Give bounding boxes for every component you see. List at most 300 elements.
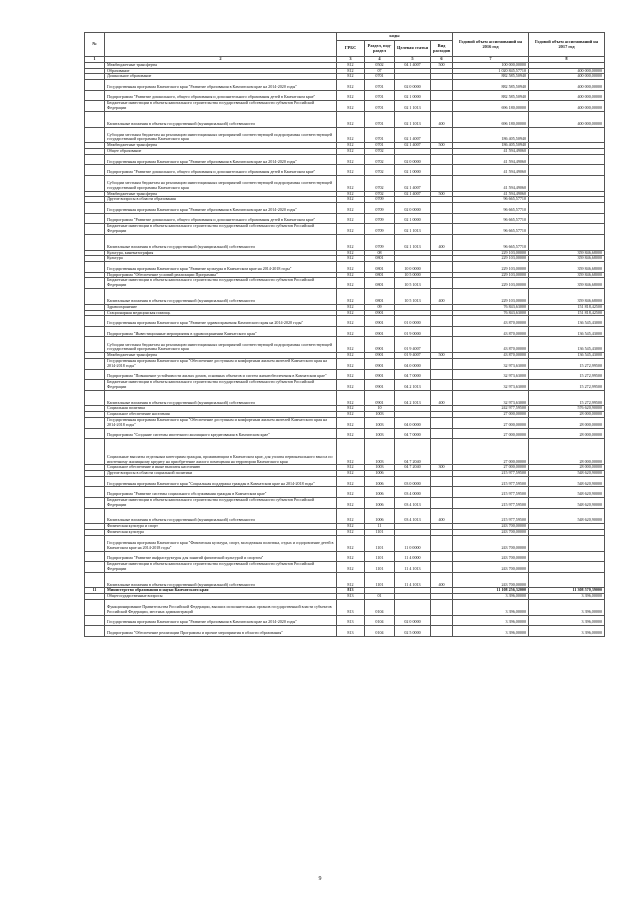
table-row: [85, 380, 605, 391]
row-target: 04 1 4007: [395, 62, 431, 68]
row-amount-2016: 229 103,00000: [453, 262, 529, 273]
row-amount-2017: [529, 572, 605, 588]
row-amount-2017: [529, 203, 605, 214]
row-type: [431, 551, 453, 562]
row-type: 400: [431, 234, 453, 250]
table-row: [85, 316, 605, 327]
row-grbs: 812: [337, 310, 365, 316]
row-target: 10 0 0000: [395, 262, 431, 273]
row-amount-2017: 15 272,99500: [529, 358, 605, 369]
row-grbs: 812: [337, 213, 365, 224]
row-razdel: 0104: [365, 615, 395, 626]
row-grbs: 812: [337, 234, 365, 250]
row-type: [431, 262, 453, 273]
row-target: 03 4 1013: [395, 508, 431, 524]
row-name: Капитальные вложения в объекты государственной (муниципальной) собственности: [105, 234, 337, 250]
table-row: [85, 80, 605, 91]
row-amount-2016: 96 665,57710: [453, 213, 529, 224]
row-name: Государственная программа Камчатского края "Развитие образования в Камчатском крае на 2014-2020 годы": [105, 203, 337, 214]
row-type: [431, 213, 453, 224]
row-target: 04 2 1013: [395, 380, 431, 391]
row-grbs: 812: [337, 90, 365, 101]
row-razdel: 1101: [365, 551, 395, 562]
row-name: Культура, кинематография: [105, 250, 337, 256]
row-amount-2016: 27 000,00000: [453, 428, 529, 439]
row-grbs: 813: [337, 588, 365, 594]
row-number: [85, 213, 105, 224]
row-razdel: 1006: [365, 508, 395, 524]
row-amount-2016: 186 405,50940: [453, 127, 529, 143]
row-amount-2016: 100 000,00000: [453, 62, 529, 68]
row-grbs: 813: [337, 615, 365, 626]
row-amount-2016: 3 396,00000: [453, 594, 529, 600]
row-target: 02 1 1013: [395, 224, 431, 235]
row-target: 04 7 2040: [395, 465, 431, 471]
row-type: [431, 80, 453, 91]
row-type: [431, 224, 453, 235]
row-target: 02 1 0000: [395, 90, 431, 101]
table-row: [85, 390, 605, 406]
row-target: 02 1 0000: [395, 165, 431, 176]
row-name: Межбюджетные трансферты: [105, 191, 337, 197]
row-razdel: 01: [365, 594, 395, 600]
table-row: [85, 358, 605, 369]
row-target: 02 1 4007: [395, 127, 431, 143]
row-type: [431, 90, 453, 101]
table-row: [85, 278, 605, 289]
row-amount-2016: 229 103,00000: [453, 278, 529, 289]
row-amount-2016: 1 020 845,57710: [453, 68, 529, 74]
row-amount-2016: 696 180,00000: [453, 111, 529, 127]
row-razdel: 0701: [365, 80, 395, 91]
row-grbs: 812: [337, 380, 365, 391]
row-type: 500: [431, 353, 453, 359]
row-name: Физическая культура: [105, 530, 337, 536]
row-grbs: 812: [337, 149, 365, 155]
row-grbs: 813: [337, 626, 365, 637]
row-target: 04 2 1013: [395, 390, 431, 406]
table-row: [85, 175, 605, 191]
row-razdel: 1101: [365, 562, 395, 573]
row-grbs: 812: [337, 326, 365, 337]
row-type: [431, 101, 453, 112]
row-amount-2017: 28 000,00000: [529, 412, 605, 418]
row-name: Социальное обеспечение населения: [105, 412, 337, 418]
row-grbs: 812: [337, 197, 365, 203]
table-row: [85, 551, 605, 562]
row-number: [85, 390, 105, 406]
row-amount-2017: 151 818,42500: [529, 310, 605, 316]
row-razdel: 1003: [365, 465, 395, 471]
row-razdel: 0104: [365, 600, 395, 616]
row-amount-2016: 76 843,63000: [453, 310, 529, 316]
row-amount-2016: 96 665,57710: [453, 234, 529, 250]
row-razdel: 1006: [365, 497, 395, 508]
row-target: 02 0 0000: [395, 203, 431, 214]
row-name: Капитальные вложения в объекты государственной (муниципальной) собственности: [105, 572, 337, 588]
row-name: Государственная программа Камчатского края "Развитие образования в Камчатском крае на 2014-2020 годы": [105, 615, 337, 626]
row-grbs: 812: [337, 203, 365, 214]
row-number: [85, 234, 105, 250]
row-target: 01 9 4007: [395, 353, 431, 359]
row-razdel: 0702: [365, 191, 395, 197]
row-amount-2017: 400 000,00000: [529, 68, 605, 74]
row-amount-2017: 359 846,68000: [529, 278, 605, 289]
row-target: 11 4 0000: [395, 551, 431, 562]
row-amount-2016: 43 870,00000: [453, 337, 529, 353]
col-num-header: №: [85, 33, 105, 57]
col-index: 5: [395, 57, 431, 63]
row-grbs: 812: [337, 80, 365, 91]
row-amount-2016: 41 594,49060: [453, 191, 529, 197]
col-index: 2: [105, 57, 337, 63]
row-razdel: 0901: [365, 353, 395, 359]
row-grbs: 813: [337, 600, 365, 616]
row-razdel: 11: [365, 524, 395, 530]
row-amount-2016: 3 396,00000: [453, 615, 529, 626]
row-amount-2016: 243 700,00000: [453, 524, 529, 530]
row-grbs: 812: [337, 191, 365, 197]
row-amount-2016: 696 180,00000: [453, 101, 529, 112]
row-grbs: 812: [337, 390, 365, 406]
row-grbs: 812: [337, 165, 365, 176]
row-number: [85, 476, 105, 487]
row-name: Министерство образования и науки Камчатского края: [105, 588, 337, 594]
row-type: 400: [431, 111, 453, 127]
row-amount-2017: 15 272,99500: [529, 380, 605, 391]
row-name: Социальное обеспечение и иные выплаты населению: [105, 465, 337, 471]
row-number: [85, 154, 105, 165]
row-razdel: 0701: [365, 111, 395, 127]
table-row: [85, 262, 605, 273]
row-target: 03 4 0000: [395, 487, 431, 498]
table-row: [85, 203, 605, 214]
row-grbs: 812: [337, 337, 365, 353]
row-amount-2017: [529, 154, 605, 165]
row-type: [431, 476, 453, 487]
row-name: Бюджетные инвестиции в объекты капитального строительства государственной собственности субъектов Российской Федерации: [105, 562, 337, 573]
row-amount-2016: 27 000,00000: [453, 417, 529, 428]
row-razdel: 0701: [365, 127, 395, 143]
row-name: Государственная программа Камчатского края "Развитие здравоохранения Камчатского края на 2014-2020 годы": [105, 316, 337, 327]
row-name: Другие вопросы в области социальной политики: [105, 471, 337, 477]
page-number: 9: [318, 876, 322, 882]
row-name: Государственная программа Камчатского края "Социальная поддержка граждан в Камчатском крае на 2014-2018 годы": [105, 476, 337, 487]
row-amount-2016: 3 396,00000: [453, 600, 529, 616]
row-amount-2016: 243 700,00000: [453, 572, 529, 588]
row-number: [85, 439, 105, 465]
row-amount-2017: [529, 175, 605, 191]
row-target: 03 4 1013: [395, 497, 431, 508]
table-row: [85, 154, 605, 165]
row-razdel: 0801: [365, 272, 395, 278]
row-amount-2016: 43 870,00000: [453, 326, 529, 337]
row-razdel: 10: [365, 406, 395, 412]
row-grbs: 812: [337, 256, 365, 262]
row-number: [85, 316, 105, 327]
row-amount-2016: 243 700,00000: [453, 551, 529, 562]
row-grbs: 812: [337, 562, 365, 573]
row-number: [85, 562, 105, 573]
row-name: Капитальные вложения в объекты государственной (муниципальной) собственности: [105, 289, 337, 305]
col-2016-header: Годовой объем ассигнований на 2016 год: [453, 33, 529, 57]
row-type: 500: [431, 62, 453, 68]
row-name: Бюджетные инвестиции в объекты капитального строительства государственной собственности субъектов Российской Федерации: [105, 497, 337, 508]
row-amount-2017: [529, 224, 605, 235]
row-razdel: 1101: [365, 572, 395, 588]
row-amount-2016: 11 108 256,32000: [453, 588, 529, 594]
row-grbs: 812: [337, 524, 365, 530]
row-type: [431, 439, 453, 465]
row-number: [85, 165, 105, 176]
row-amount-2017: 15 272,99500: [529, 369, 605, 380]
row-razdel: 0901: [365, 310, 395, 316]
row-razdel: 0701: [365, 101, 395, 112]
row-razdel: 1003: [365, 428, 395, 439]
row-amount-2016: 215 977,59500: [453, 508, 529, 524]
table-row: [85, 213, 605, 224]
row-name: Подпрограмма "Развитие дошкольного, общего образования и дополнительного образования детей в Камчатском крае": [105, 213, 337, 224]
row-amount-2016: 96 665,57710: [453, 197, 529, 203]
row-number: [85, 535, 105, 551]
table-row: [85, 101, 605, 112]
table-row: [85, 535, 605, 551]
col-index: 8: [529, 57, 605, 63]
row-razdel: 0801: [365, 289, 395, 305]
table-row: [85, 369, 605, 380]
row-type: [431, 316, 453, 327]
row-number: [85, 278, 105, 289]
row-razdel: 0901: [365, 337, 395, 353]
row-amount-2017: 548 620,90000: [529, 508, 605, 524]
row-grbs: 812: [337, 535, 365, 551]
row-amount-2016: 41 594,49060: [453, 154, 529, 165]
row-target: 02 0 0000: [395, 80, 431, 91]
row-grbs: 812: [337, 127, 365, 143]
row-grbs: 812: [337, 262, 365, 273]
row-name: Подпрограмма "Повышение устойчивости жилых домов, основных объектов и систем жизнеобеспечения в Камчатском крае": [105, 369, 337, 380]
row-name: Физическая культура и спорт: [105, 524, 337, 530]
row-type: 500: [431, 191, 453, 197]
row-amount-2017: 3 396,00000: [529, 615, 605, 626]
row-razdel: 1101: [365, 535, 395, 551]
row-amount-2017: 28 000,00000: [529, 428, 605, 439]
row-number: [85, 369, 105, 380]
row-amount-2016: 242 977,59500: [453, 406, 529, 412]
table-row: [85, 615, 605, 626]
row-number: [85, 326, 105, 337]
row-name: Капитальные вложения в объекты государственной (муниципальной) собственности: [105, 508, 337, 524]
row-target: 04 7 0000: [395, 369, 431, 380]
table-row: [85, 165, 605, 176]
row-name: Подпрограмма "Развитие дошкольного, общего образования и дополнительного образования детей в Камчатском крае": [105, 90, 337, 101]
row-razdel: 09: [365, 304, 395, 310]
row-amount-2017: 359 846,68000: [529, 289, 605, 305]
row-type: [431, 428, 453, 439]
row-amount-2016: 43 870,00000: [453, 316, 529, 327]
row-amount-2016: 243 700,00000: [453, 530, 529, 536]
table-row: [85, 572, 605, 588]
row-target: 10 5 1013: [395, 289, 431, 305]
row-amount-2017: 136 545,43000: [529, 337, 605, 353]
row-target: 02 1 1013: [395, 234, 431, 250]
row-number: [85, 358, 105, 369]
row-target: 02 0 0000: [395, 154, 431, 165]
row-name: Подпрограмма "Инвестиционные мероприятия в здравоохранении Камчатского края": [105, 326, 337, 337]
row-amount-2017: 11 308 570,39000: [529, 588, 605, 594]
row-razdel: 0104: [365, 626, 395, 637]
row-amount-2016: 32 973,63000: [453, 369, 529, 380]
row-grbs: 812: [337, 358, 365, 369]
row-razdel: 0709: [365, 197, 395, 203]
row-name: Общегосударственные вопросы: [105, 594, 337, 600]
row-amount-2017: 359 846,68000: [529, 262, 605, 273]
row-target: 01 9 4007: [395, 337, 431, 353]
row-amount-2016: 76 843,63000: [453, 304, 529, 310]
row-amount-2017: 400 000,00000: [529, 101, 605, 112]
row-grbs: 812: [337, 428, 365, 439]
row-grbs: 812: [337, 316, 365, 327]
table-row: [85, 90, 605, 101]
row-grbs: 812: [337, 369, 365, 380]
row-amount-2016: 41 594,49060: [453, 175, 529, 191]
row-type: 400: [431, 390, 453, 406]
row-type: [431, 278, 453, 289]
row-name: Стационарная медицинская помощь: [105, 310, 337, 316]
row-name: Субсидии местным бюджетам на реализацию инвестиционных мероприятий соответствующей подпрограммы соответствующей государственной программы Камчатского края: [105, 175, 337, 191]
row-number: [85, 615, 105, 626]
row-number: [85, 417, 105, 428]
row-name: Межбюджетные трансферты: [105, 62, 337, 68]
row-razdel: 07: [365, 68, 395, 74]
row-amount-2017: 3 396,00000: [529, 594, 605, 600]
table-header: [85, 33, 605, 63]
row-razdel: 0901: [365, 316, 395, 327]
row-number: [85, 289, 105, 305]
row-razdel: 1101: [365, 530, 395, 536]
row-razdel: 0502: [365, 62, 395, 68]
table-row: [85, 428, 605, 439]
row-number: [85, 203, 105, 214]
table-row: [85, 508, 605, 524]
col-index: 7: [453, 57, 529, 63]
row-amount-2016: 229 103,00000: [453, 272, 529, 278]
row-razdel: 0901: [365, 358, 395, 369]
row-target: 04 7 2040: [395, 439, 431, 465]
row-name: Подпрограмма "Развитие системы социального обслуживания граждан в Камчатском крае": [105, 487, 337, 498]
row-amount-2016: 243 700,00000: [453, 535, 529, 551]
table-row: [85, 111, 605, 127]
col-index: 4: [365, 57, 395, 63]
row-razdel: 0701: [365, 74, 395, 80]
row-grbs: 812: [337, 278, 365, 289]
row-type: [431, 165, 453, 176]
row-amount-2017: 400 000,00000: [529, 80, 605, 91]
row-type: [431, 562, 453, 573]
row-name: Общее образование: [105, 149, 337, 155]
row-grbs: 813: [337, 594, 365, 600]
row-amount-2017: 3 396,00000: [529, 600, 605, 616]
row-number: [85, 224, 105, 235]
row-name: Дошкольное образование: [105, 74, 337, 80]
row-razdel: 0702: [365, 149, 395, 155]
row-razdel: 0709: [365, 234, 395, 250]
row-name: Государственная программа Камчатского края "Обеспечение доступным и комфортным жильем жителей Камчатского края на 2014-2018 годы": [105, 358, 337, 369]
row-number: [85, 428, 105, 439]
row-name: Социальные выплаты отдельным категориям граждан, проживающим в Камчатском крае, для уплаты первоначального взноса по ипотечному жилищному кредиту на приобретение жилого помещения на территории Камчатского края: [105, 439, 337, 465]
row-name: Образование: [105, 68, 337, 74]
row-grbs: 812: [337, 272, 365, 278]
row-grbs: 812: [337, 62, 365, 68]
row-target: 02 5 0000: [395, 626, 431, 637]
row-target: 02 1 4007: [395, 191, 431, 197]
row-grbs: 812: [337, 406, 365, 412]
row-type: 300: [431, 465, 453, 471]
table-row: [85, 127, 605, 143]
row-amount-2016: 229 103,00000: [453, 256, 529, 262]
row-number: [85, 600, 105, 616]
row-amount-2017: 28 000,00000: [529, 465, 605, 471]
row-name: Подпрограмма "Обеспечение реализации Программы и прочие мероприятия в области образования": [105, 626, 337, 637]
row-amount-2017: 136 545,43000: [529, 353, 605, 359]
col-index: 3: [337, 57, 365, 63]
row-number: [85, 337, 105, 353]
row-type: [431, 600, 453, 616]
row-razdel: 0701: [365, 90, 395, 101]
table-row: [85, 289, 605, 305]
table-row: [85, 487, 605, 498]
row-razdel: 0709: [365, 224, 395, 235]
row-name: Подпрограмма "Развитие дошкольного, общего образования и дополнительного образования детей в Камчатском крае": [105, 165, 337, 176]
row-amount-2017: 359 846,68000: [529, 272, 605, 278]
row-target: 11 0 0000: [395, 535, 431, 551]
row-amount-2017: 136 545,43000: [529, 326, 605, 337]
row-amount-2016: 32 973,63000: [453, 358, 529, 369]
row-razdel: 0801: [365, 262, 395, 273]
row-amount-2016: 215 977,59500: [453, 471, 529, 477]
row-grbs: 812: [337, 476, 365, 487]
table-row: [85, 439, 605, 465]
row-amount-2017: [529, 562, 605, 573]
row-razdel: 0702: [365, 154, 395, 165]
row-amount-2016: 32 973,63000: [453, 390, 529, 406]
row-target: 02 1 1013: [395, 111, 431, 127]
table-row: [85, 224, 605, 235]
table-body: [85, 62, 605, 636]
row-name: Бюджетные инвестиции в объекты капитального строительства государственной собственности субъектов Российской Федерации: [105, 278, 337, 289]
table-row: [85, 600, 605, 616]
row-amount-2017: [529, 234, 605, 250]
row-number: [85, 380, 105, 391]
row-grbs: 812: [337, 175, 365, 191]
row-razdel: 1003: [365, 417, 395, 428]
row-grbs: 812: [337, 304, 365, 310]
row-name: Подпрограмма "Развитие инфраструктуры для занятий физической культурой и спортом": [105, 551, 337, 562]
row-amount-2016: 43 870,00000: [453, 353, 529, 359]
row-name: Социальная политика: [105, 406, 337, 412]
row-amount-2017: 548 620,90000: [529, 487, 605, 498]
row-amount-2016: 27 000,00000: [453, 439, 529, 465]
row-target: 02 1 1013: [395, 101, 431, 112]
row-razdel: 0801: [365, 256, 395, 262]
row-number: [85, 487, 105, 498]
row-number: [85, 262, 105, 273]
row-razdel: 0701: [365, 143, 395, 149]
row-number: [85, 572, 105, 588]
row-grbs: 812: [337, 74, 365, 80]
row-grbs: 812: [337, 551, 365, 562]
row-amount-2016: 3 396,00000: [453, 626, 529, 637]
